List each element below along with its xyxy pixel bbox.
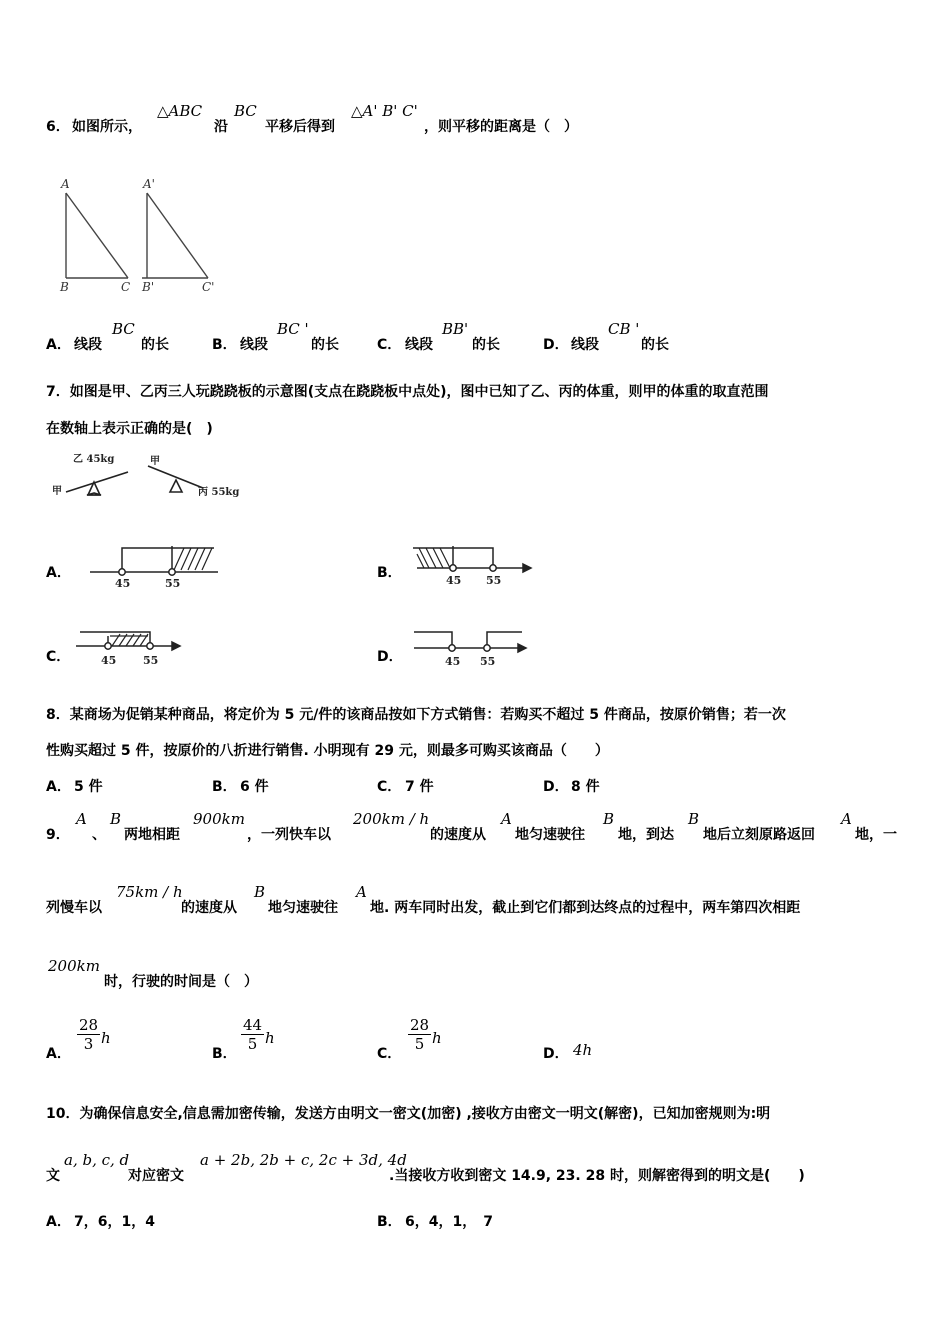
q9-option-a-unit: h (101, 1029, 111, 1047)
q9-t8: 列慢车以 (46, 900, 102, 916)
q9-option-a-letter: A． (46, 1046, 71, 1062)
q7-option-a-letter: A． (46, 565, 71, 581)
q9-t6: 地后立刻原路返回 (703, 827, 815, 843)
q9-number: 9． (46, 827, 70, 843)
q6-option-d-letter: D． (543, 337, 569, 353)
q9-t3: 的速度从 (430, 827, 486, 843)
q7-a-tick-55: 55 (165, 577, 181, 590)
q9-m-b3: B (688, 810, 700, 828)
q6-text-2: 沿 (214, 119, 228, 135)
q6-label-a: A (61, 177, 70, 191)
q8-option-d-letter: D． (543, 779, 569, 795)
q6-label-c: C (121, 280, 131, 294)
q9-t11: 地. 两车同时出发，截止到它们都到达终点的过程中，两车第四次相距 (370, 900, 801, 916)
q7-b-tick-55: 55 (486, 574, 502, 587)
q9-t9: 的速度从 (181, 900, 237, 916)
q7-option-d-numberline (410, 624, 535, 676)
q10-option-b-text: 6，4，1， 7 (405, 1214, 493, 1230)
q9-m-d2: 200km (48, 957, 100, 975)
q9-option-b-letter: B． (212, 1046, 237, 1062)
q6-text-4: ，则平移的距离是（ ） (424, 119, 578, 135)
q10-option-a-text: 7，6，1，4 (74, 1214, 155, 1230)
q9-t2: ，一列快车以 (247, 827, 331, 843)
q9-t5: 地，到达 (618, 827, 674, 843)
q9-m-dist: 900km (193, 810, 245, 828)
q7-option-b-letter: B． (377, 565, 402, 581)
q10-line-1: 10．为确保信息安全,信息需加密传输，发送方由明文一密文(加密) ,接收方由密文一明文(解密)，已知加密规则为:明 (46, 1106, 771, 1122)
q9-t12: 时，行驶的时间是（ ） (104, 974, 258, 990)
q7-line-1: 7．如图是甲、乙丙三人玩跷跷板的示意图(支点在跷跷板中点处)，图中已知了乙、丙的体重，则甲的体重的取直范围 (46, 384, 769, 400)
q10-rest: .当接收方收到密文 14.9, 23. 28 时，则解密得到的明文是( ) (389, 1168, 805, 1184)
q6-option-b-math: BC ' (277, 320, 309, 338)
q10-m-cipher: a + 2b, 2b + c, 2c + 3d, 4d (200, 1151, 407, 1169)
q6-option-b-letter: B． (212, 337, 237, 353)
q6-triangle-abc: △ABC (157, 102, 203, 120)
q7-label-bing: 丙 55kg (198, 487, 240, 498)
q9-m-b2: B (603, 810, 615, 828)
q9-option-a-num: 28 (79, 1016, 99, 1034)
q8-option-c-text: 7 件 (405, 779, 434, 795)
q9-option-c-letter: C． (377, 1046, 402, 1062)
q9-option-a-den: 3 (83, 1035, 94, 1053)
q6-option-c-pre: 线段 (405, 337, 433, 353)
q8-line-2: 性购买超过 5 件，按原价的八折进行销售. 小明现有 29 元，则最多可购买该商品（ ） (46, 743, 609, 759)
q9-t7: 地，一 (855, 827, 897, 843)
q9-option-a-fraction (77, 1016, 100, 1053)
q6-bc: BC (234, 102, 257, 120)
q6-option-c-math: BB' (442, 320, 469, 338)
q6-option-a-letter: A． (46, 337, 71, 353)
q6-option-c-post: 的长 (472, 337, 500, 353)
q9-m-a3: A (841, 810, 852, 828)
q9-m-a2: A (501, 810, 512, 828)
q7-option-c-letter: C． (46, 649, 71, 665)
q6-label-b: B (60, 280, 69, 294)
q10-wen: 文 (46, 1168, 60, 1184)
q8-option-d-text: 8 件 (571, 779, 600, 795)
q6-option-b-post: 的长 (311, 337, 339, 353)
q6-triangle-abc-prime: △A' B' C' (351, 102, 418, 120)
q9-option-b-num: 44 (243, 1016, 263, 1034)
q9-m-b1: B (110, 810, 122, 828)
q6-number: 6． (46, 119, 70, 135)
q7-c-tick-45: 45 (101, 654, 117, 667)
q6-option-d-pre: 线段 (571, 337, 599, 353)
q9-m-v2: 75km / h (116, 883, 183, 901)
q6-translation-figure (56, 175, 226, 297)
q7-a-tick-45: 45 (115, 577, 131, 590)
q7-d-tick-55: 55 (480, 655, 496, 668)
q9-t1: 两地相距 (124, 827, 180, 843)
q7-d-tick-45: 45 (445, 655, 461, 668)
q6-option-a-pre: 线段 (74, 337, 102, 353)
q7-option-d-letter: D． (377, 649, 403, 665)
q9-m-a1: A (76, 810, 87, 828)
q6-option-a-math: BC (112, 320, 135, 338)
q6-option-d-math: CB ' (608, 320, 640, 338)
q9-m-a4: A (356, 883, 367, 901)
q9-option-d-letter: D． (543, 1046, 569, 1062)
q6-label-c-prime: C' (202, 280, 215, 294)
q8-option-b-letter: B． (212, 779, 237, 795)
q9-option-b-den: 5 (247, 1035, 258, 1053)
q9-option-b-fraction (241, 1016, 264, 1053)
q7-line-2: 在数轴上表示正确的是( ) (46, 421, 213, 437)
q7-c-tick-55: 55 (143, 654, 159, 667)
q9-t10: 地匀速驶往 (268, 900, 338, 916)
q6-option-a-post: 的长 (141, 337, 169, 353)
q6-text-1: 如图所示， (72, 119, 142, 135)
q9-option-c-unit: h (432, 1029, 442, 1047)
q6-option-b-pre: 线段 (240, 337, 268, 353)
q9-option-c-den: 5 (414, 1035, 425, 1053)
q9-m-v1: 200km / h (353, 810, 430, 828)
q8-option-c-letter: C． (377, 779, 402, 795)
q8-option-a-letter: A． (46, 779, 71, 795)
q9-option-c-num: 28 (410, 1016, 430, 1034)
q9-option-b-unit: h (265, 1029, 275, 1047)
q9-option-c-fraction (408, 1016, 431, 1053)
q10-dui: 对应密文 (128, 1168, 184, 1184)
q9-m-b4: B (254, 883, 266, 901)
q9-option-d-value: 4h (573, 1041, 593, 1059)
q6-option-d-post: 的长 (641, 337, 669, 353)
q10-option-a-letter: A． (46, 1214, 71, 1230)
q7-label-yi: 乙 45kg (73, 454, 115, 465)
q9-t4: 地匀速驶往 (515, 827, 585, 843)
q6-option-c-letter: C． (377, 337, 402, 353)
q7-seesaw-figure (48, 448, 248, 503)
q6-label-a-prime: A' (143, 177, 155, 191)
q8-option-a-text: 5 件 (74, 779, 103, 795)
q7-label-jia-right: 甲 (150, 456, 160, 467)
q7-b-tick-45: 45 (446, 574, 462, 587)
q9-sep: 、 (92, 827, 106, 843)
q8-option-b-text: 6 件 (240, 779, 269, 795)
q10-option-b-letter: B． (377, 1214, 402, 1230)
q10-m-plain: a, b, c, d (64, 1151, 130, 1169)
q8-line-1: 8．某商场为促销某种商品，将定价为 5 元/件的该商品按如下方式销售：若购买不超过 5 件商品，按原价销售；若一次 (46, 707, 786, 723)
q7-option-a-numberline (88, 540, 223, 592)
q6-label-b-prime: B' (142, 280, 155, 294)
q7-label-jia-left: 甲 (52, 486, 62, 497)
q6-text-3: 平移后得到 (265, 119, 335, 135)
q7-option-b-numberline (405, 540, 535, 592)
q7-option-c-numberline (72, 624, 187, 676)
